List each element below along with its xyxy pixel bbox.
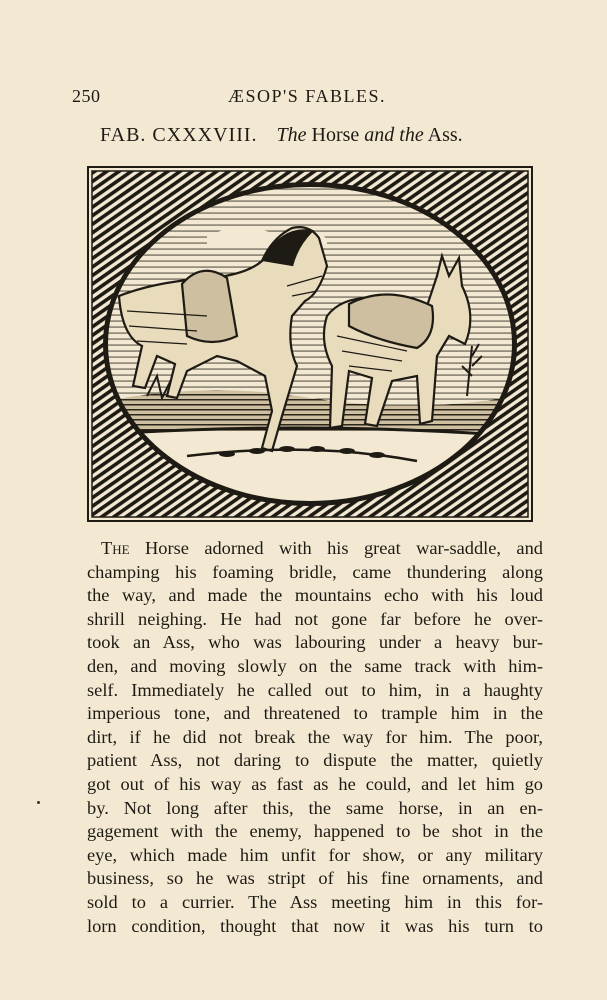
stray-ink-mark <box>37 801 40 804</box>
text-line: gagement with the enemy, happened to be shot in the <box>87 821 543 842</box>
text-line: eye, which made him unfit for show, or any military <box>87 844 543 865</box>
text-line: lorn condition, thought that now it was his turn to <box>87 915 543 936</box>
text-line: champing his foaming bridle, came thundering along <box>87 561 543 582</box>
text-line: got out of his way as fast as he could, and let him go <box>87 773 543 794</box>
text-line: shrill neighing. He had not gone far before he over- <box>87 608 543 629</box>
drop-word: The <box>101 538 130 558</box>
text-line: den, and moving slowly on the same track with him- <box>87 655 543 676</box>
fable-number: FAB. CXXXVIII. <box>100 124 258 146</box>
text-line: self. Immediately he called out to him, in a haughty <box>87 679 543 700</box>
text-line: took an Ass, who was labouring under a heavy bur- <box>87 632 543 653</box>
fable-title-ass: Ass. <box>427 124 463 146</box>
fable-title-horse: Horse <box>311 124 360 146</box>
text-line: the way, and made the mountains echo with his loud <box>87 585 543 606</box>
woodcut-horse-and-ass-image <box>87 166 533 522</box>
text-line: imperious tone, and threatened to trample him in the <box>87 703 543 724</box>
fable-heading <box>100 124 540 147</box>
text-line-rest: Horse adorned with his great war-saddle, and <box>129 538 543 558</box>
woodcut-illustration <box>87 166 533 522</box>
text-line <box>87 537 543 561</box>
text-line: dirt, if he did not break the way for him. The poor, <box>87 726 543 747</box>
text-line: patient Ass, not daring to dispute the matter, quietly <box>87 750 543 771</box>
text-line: sold to a currier. The Ass meeting him in this for- <box>87 891 543 912</box>
text-line: by. Not long after this, the same horse, in an en- <box>87 797 543 818</box>
page-number: 250 <box>72 86 101 106</box>
text-line: business, so he was stript of his fine ornaments, and <box>87 868 543 889</box>
fable-body <box>87 537 543 938</box>
fable-title-and-the: and the <box>364 124 424 146</box>
book-title: ÆSOP'S FABLES. <box>228 86 386 106</box>
fable-title <box>277 124 463 146</box>
running-head <box>72 86 542 110</box>
fable-title-the: The <box>276 124 307 146</box>
